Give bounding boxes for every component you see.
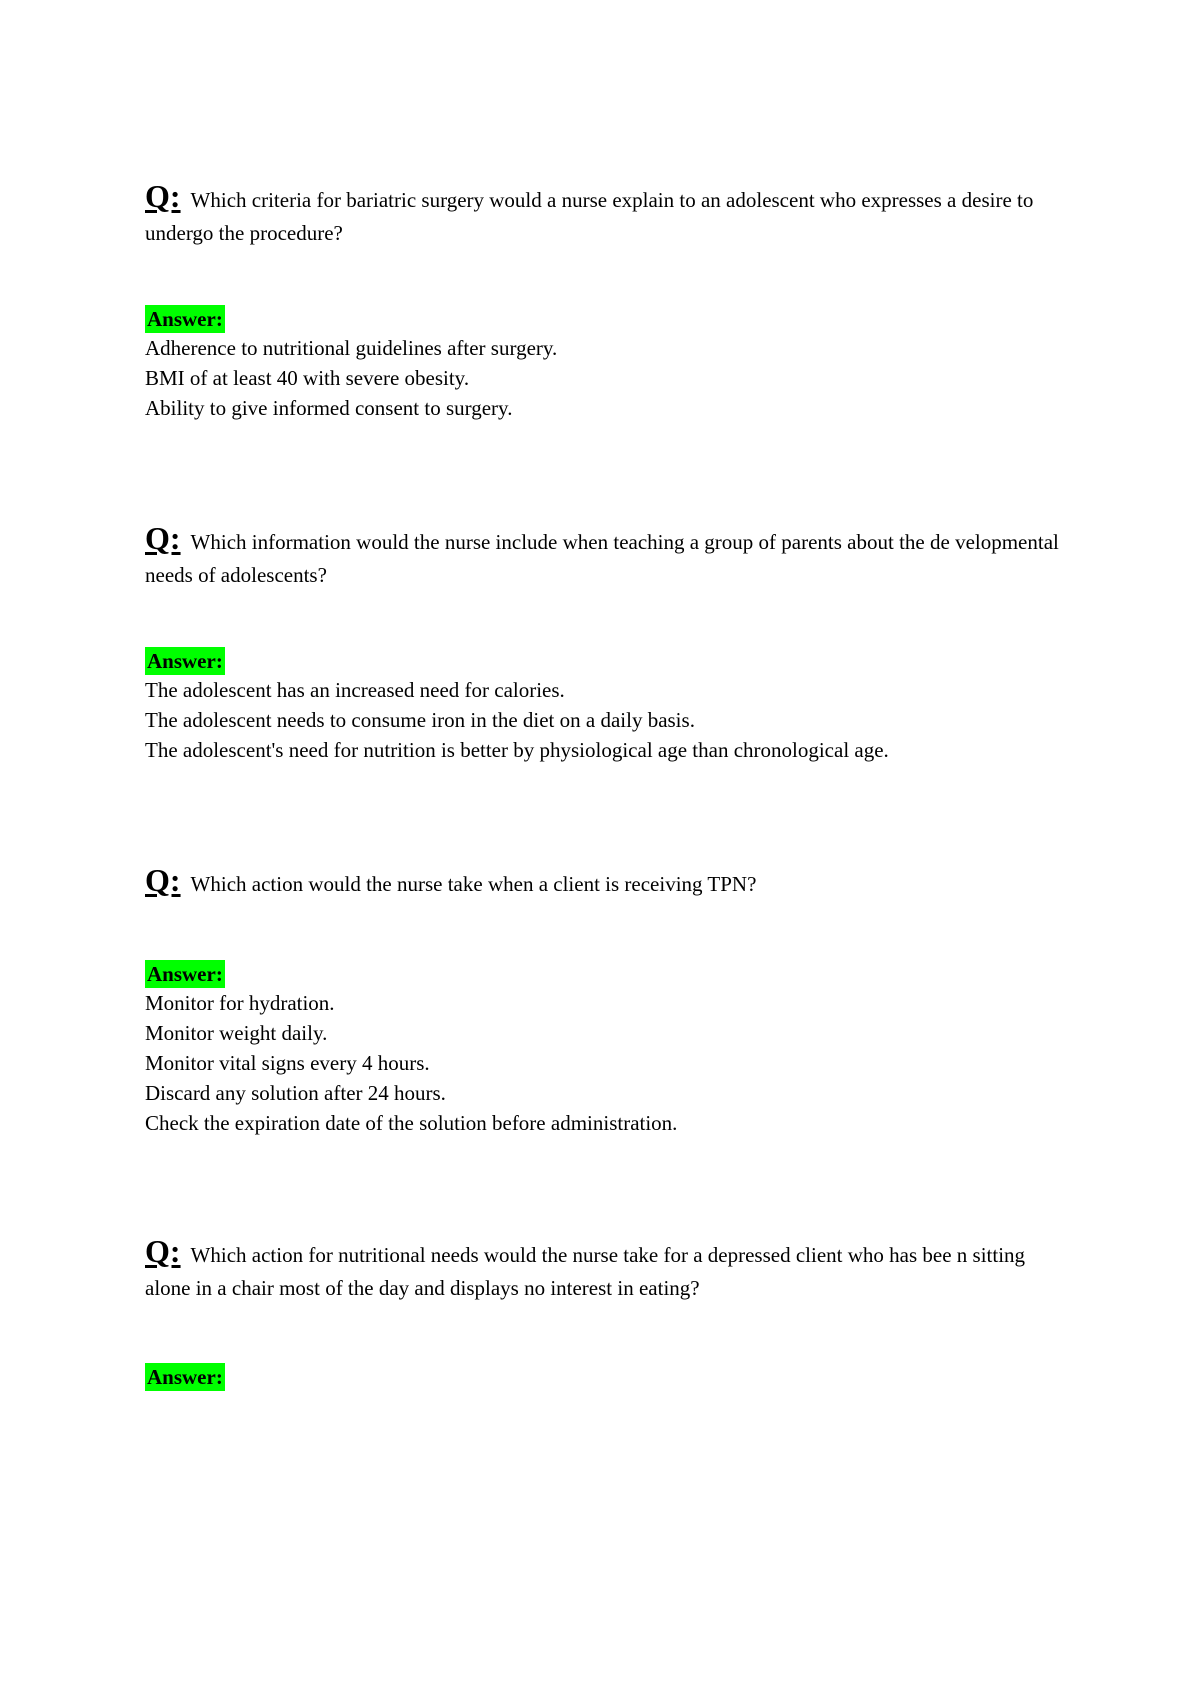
answer-item: BMI of at least 40 with severe obesity. — [145, 366, 470, 390]
question-text: Which action would the nurse take when a client is receiving TPN? — [190, 872, 757, 896]
question-marker: Q: — [145, 1233, 181, 1269]
answer-list — [145, 675, 1065, 765]
answer-item: Discard any solution after 24 hours. — [145, 1081, 446, 1105]
answer-item: Adherence to nutritional guidelines after surgery. — [145, 336, 558, 360]
answer-label: Answer: — [147, 649, 223, 673]
question-4 — [145, 1235, 1065, 1305]
question-1 — [145, 180, 1065, 250]
question-3 — [145, 864, 1065, 901]
question-text: Which action for nutritional needs would the nurse take for a depressed client who has bee n sitting alone in a chair most of the day and displays no interest in eating? — [145, 1243, 1026, 1300]
answer-item: Monitor weight daily. — [145, 1021, 328, 1045]
answer-item: The adolescent's need for nutrition is better by physiological age than chronological age. — [145, 738, 889, 762]
answer-3 — [145, 960, 1065, 1138]
question-2 — [145, 522, 1065, 592]
answer-2 — [145, 647, 1065, 765]
answer-list — [145, 988, 1065, 1138]
answer-item: The adolescent needs to consume iron in the diet on a daily basis. — [145, 708, 695, 732]
answer-item: The adolescent has an increased need for calories. — [145, 678, 565, 702]
question-text: Which information would the nurse include when teaching a group of parents about the de velopmental needs of adolescents? — [145, 530, 1059, 587]
answer-4 — [145, 1363, 1065, 1391]
answer-1 — [145, 305, 1065, 423]
answer-list — [145, 333, 1065, 423]
answer-item: Monitor vital signs every 4 hours. — [145, 1051, 430, 1075]
answer-item: Monitor for hydration. — [145, 991, 335, 1015]
answer-item: Check the expiration date of the solution before administration. — [145, 1111, 678, 1135]
answer-label: Answer: — [147, 307, 223, 331]
question-marker: Q: — [145, 862, 181, 898]
answer-label: Answer: — [147, 962, 223, 986]
question-text: Which criteria for bariatric surgery would a nurse explain to an adolescent who expresses a desire to undergo the procedure? — [145, 188, 1034, 245]
answer-label: Answer: — [147, 1365, 223, 1389]
question-marker: Q: — [145, 520, 181, 556]
answer-item: Ability to give informed consent to surgery. — [145, 396, 513, 420]
question-marker: Q: — [145, 178, 181, 214]
